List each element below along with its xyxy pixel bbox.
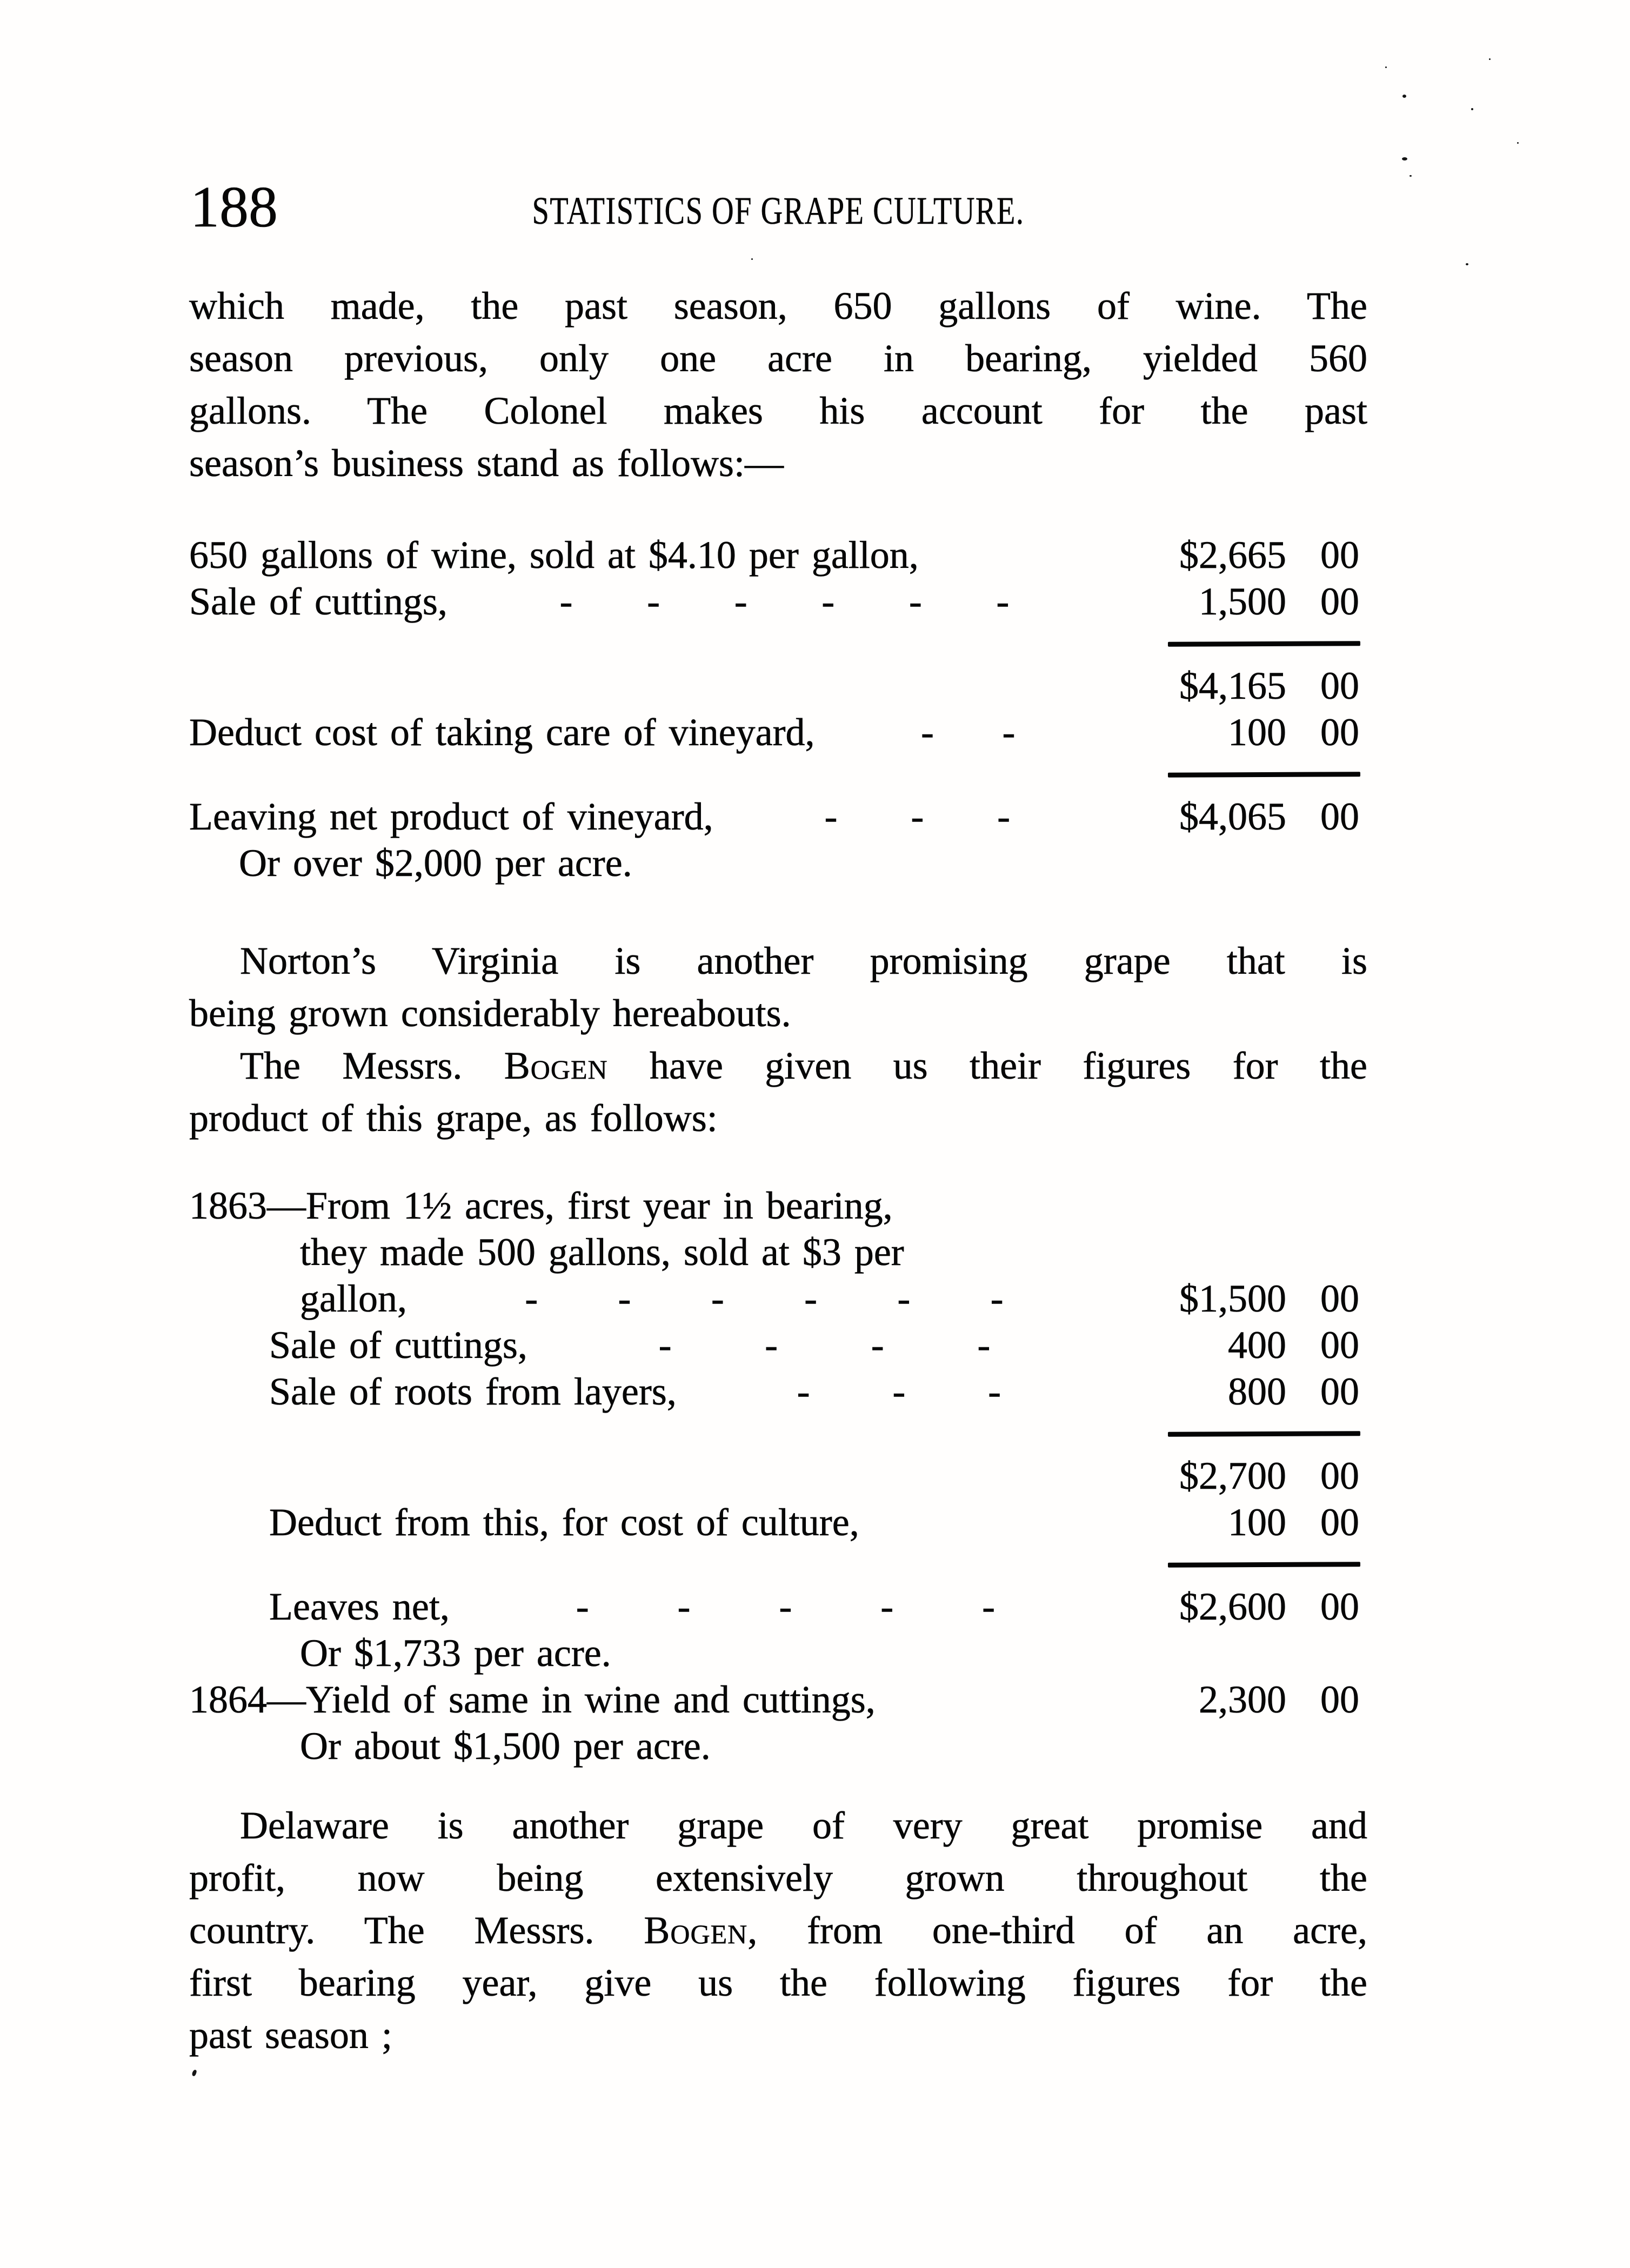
amount-cents: 00 [1320,533,1359,577]
amount-dollars: $2,700 [1179,1454,1286,1497]
text-line: past season ; [189,2013,392,2057]
dash-leader [527,1322,1148,1368]
row-label: Or about $1,500 per acre. [300,1724,711,1768]
amount-cents: 00 [1320,1585,1359,1628]
leader-dash: - [711,1277,724,1320]
table-row [189,793,1367,840]
dash-leader [713,793,1148,840]
dash-leader [407,1275,1148,1322]
table-row [189,663,1367,709]
row-label: 650 gallons of wine, sold at $4.10 per gallon, [189,533,919,577]
amount-cents: 00 [1320,795,1359,838]
text-segment: , from one-third of an acre, [747,1909,1367,1952]
row-label: Sale of roots from layers, [269,1370,677,1413]
text-line: which made, the past season, 650 gallons of wine. The [189,284,1367,327]
ink-speck [1402,157,1407,160]
table-row [189,1499,1367,1546]
leader-dash: - [921,711,934,754]
table-row [189,840,1367,886]
ink-speck [751,258,753,260]
leader-dash: - [821,580,835,623]
leader-dash: - [997,795,1011,838]
sum-rule [1168,1431,1360,1437]
page-header [189,175,1367,239]
text-line [189,1040,1367,1092]
amount-cents: 00 [1320,1323,1359,1367]
text-line: gallons. The Colonel makes his account for the past [189,389,1367,432]
amount-dollars: $4,165 [1179,664,1286,707]
amount-dollars: $4,065 [1179,795,1286,838]
ink-speck [1489,58,1491,60]
dash-leader [447,578,1148,625]
amount-dollars: 400 [1228,1323,1286,1367]
ink-speck [1466,263,1468,265]
paragraph-colonel-intro [189,280,1367,490]
amount-dollars: $2,665 [1179,533,1286,577]
leader-dash: - [765,1323,778,1367]
row-label: Leaves net, [269,1585,450,1628]
leader-dash: - [797,1370,810,1413]
dash-leader [815,709,1148,755]
table-row [189,1723,1367,1769]
table-row [189,578,1367,625]
amount [1148,793,1359,840]
running-head-title: STATISTICS OF GRAPE CULTURE. [532,189,1025,232]
leader-dash: - [892,1370,906,1413]
text-line: Norton’s Virginia is another promising grape that is [240,939,1367,982]
ink-speck [1471,108,1473,110]
page-number: 188 [190,175,278,239]
amount [1148,578,1359,625]
paragraph-norton-and-bogen [189,935,1367,1145]
amount [1148,663,1359,709]
table-row [189,1583,1367,1630]
amount-dollars: 2,300 [1199,1678,1286,1721]
leader-dash: - [897,1277,911,1320]
sum-rule-row [189,1546,1367,1583]
sum-rule [1168,772,1360,778]
amount [1148,1275,1359,1322]
ink-blot [191,2069,197,2077]
leader-dash: - [576,1585,589,1628]
amount-cents: 00 [1320,1678,1359,1721]
paragraph-norton [189,935,1367,1040]
amount-cents: 00 [1320,580,1359,623]
amount-cents: 00 [1320,664,1359,707]
paragraph-delaware [189,1799,1367,2062]
text-line: product of this grape, as follows: [189,1096,718,1140]
ink-speck [1517,142,1519,144]
row-label: Leaving net product of vineyard, [189,795,713,838]
text-segment: have given us their figures for the [607,1044,1368,1087]
table-row [189,1275,1367,1322]
table-row [189,1229,1367,1275]
amount [1148,1453,1359,1499]
sum-rule [1168,1562,1360,1568]
amount-dollars: 1,500 [1199,580,1286,623]
amount [1148,1322,1359,1368]
amount-dollars: 800 [1228,1370,1286,1413]
leader-dash: - [734,580,747,623]
text-line: first bearing year, give us the following figures for the [189,1961,1367,2004]
leader-dash: - [658,1323,672,1367]
amount-dollars: 100 [1228,711,1286,754]
amount-cents: 00 [1320,1501,1359,1544]
row-label: they made 500 gallons, sold at $3 per [300,1230,904,1274]
amount-dollars: $2,600 [1179,1585,1286,1628]
leader-dash: - [618,1277,631,1320]
account-table-colonel [189,532,1367,886]
leader-dash: - [982,1585,996,1628]
leader-dash: - [525,1277,538,1320]
table-row [189,1182,1367,1229]
table-row [189,1322,1367,1368]
row-label: gallon, [300,1277,407,1320]
account-table-bogen [189,1182,1367,1769]
text-line: season’s business stand as follows:— [189,441,784,485]
text-block [189,175,1368,2062]
small-caps-name: Bogen [644,1909,748,1952]
leader-dash: - [677,1585,691,1628]
leader-dash: - [880,1585,894,1628]
ink-speck [1402,95,1406,98]
row-label: Or over $2,000 per acre. [239,841,632,885]
leader-dash: - [990,1277,1004,1320]
amount [1148,1676,1359,1723]
table-row [189,1368,1367,1415]
leader-dash: - [911,795,924,838]
text-line: being grown considerably hereabouts. [189,992,791,1035]
leader-dash: - [804,1277,818,1320]
row-label: 1864—Yield of same in wine and cuttings, [189,1678,876,1721]
table-row [189,1676,1367,1723]
text-segment: The Messrs. [240,1044,504,1087]
text-line: Delaware is another grape of very great promise and [240,1804,1367,1847]
text-line [189,1904,1367,1957]
amount [1148,532,1359,578]
sum-rule [1168,641,1360,647]
dash-leader [450,1583,1148,1630]
dash-leader [677,1368,1148,1415]
amount-cents: 00 [1320,1370,1359,1413]
text-line: season previous, only one acre in bearing, yielded 560 [189,337,1367,380]
amount [1148,1368,1359,1415]
text-segment: country. The Messrs. [189,1909,644,1952]
amount-cents: 00 [1320,711,1359,754]
table-row [189,1630,1367,1676]
sum-rule-row [189,755,1367,793]
leader-dash: - [908,580,922,623]
leader-dash: - [871,1323,884,1367]
leader-dash: - [559,580,573,623]
ink-speck [1385,66,1387,68]
amount-dollars: $1,500 [1179,1277,1286,1320]
sum-rule-row [189,625,1367,663]
amount-dollars: 100 [1228,1501,1286,1544]
row-label: Deduct from this, for cost of culture, [269,1501,859,1544]
amount-cents: 00 [1320,1277,1359,1320]
row-label: 1863—From 1½ acres, first year in bearing, [189,1184,893,1227]
leader-dash: - [779,1585,792,1628]
sum-rule-row [189,1415,1367,1453]
row-label: Deduct cost of taking care of vineyard, [189,711,815,754]
text-line: profit, now being extensively grown throughout the [189,1856,1367,1899]
leader-dash: - [1002,711,1016,754]
amount-cents: 00 [1320,1454,1359,1497]
small-caps-name: Bogen [504,1044,608,1087]
paragraph-bogen-figures [189,1040,1367,1145]
leader-dash: - [977,1323,991,1367]
table-row [189,709,1367,755]
leader-dash: - [824,795,838,838]
leader-dash: - [988,1370,1001,1413]
row-label: Sale of cuttings, [189,580,447,623]
amount [1148,1499,1359,1546]
row-label: Sale of cuttings, [269,1323,527,1367]
amount [1148,709,1359,755]
leader-dash: - [647,580,660,623]
ink-speck [1409,175,1412,177]
amount [1148,1583,1359,1630]
leader-dash: - [996,580,1010,623]
row-label: Or $1,733 per acre. [300,1631,611,1675]
table-row [189,1453,1367,1499]
table-row [189,532,1367,578]
